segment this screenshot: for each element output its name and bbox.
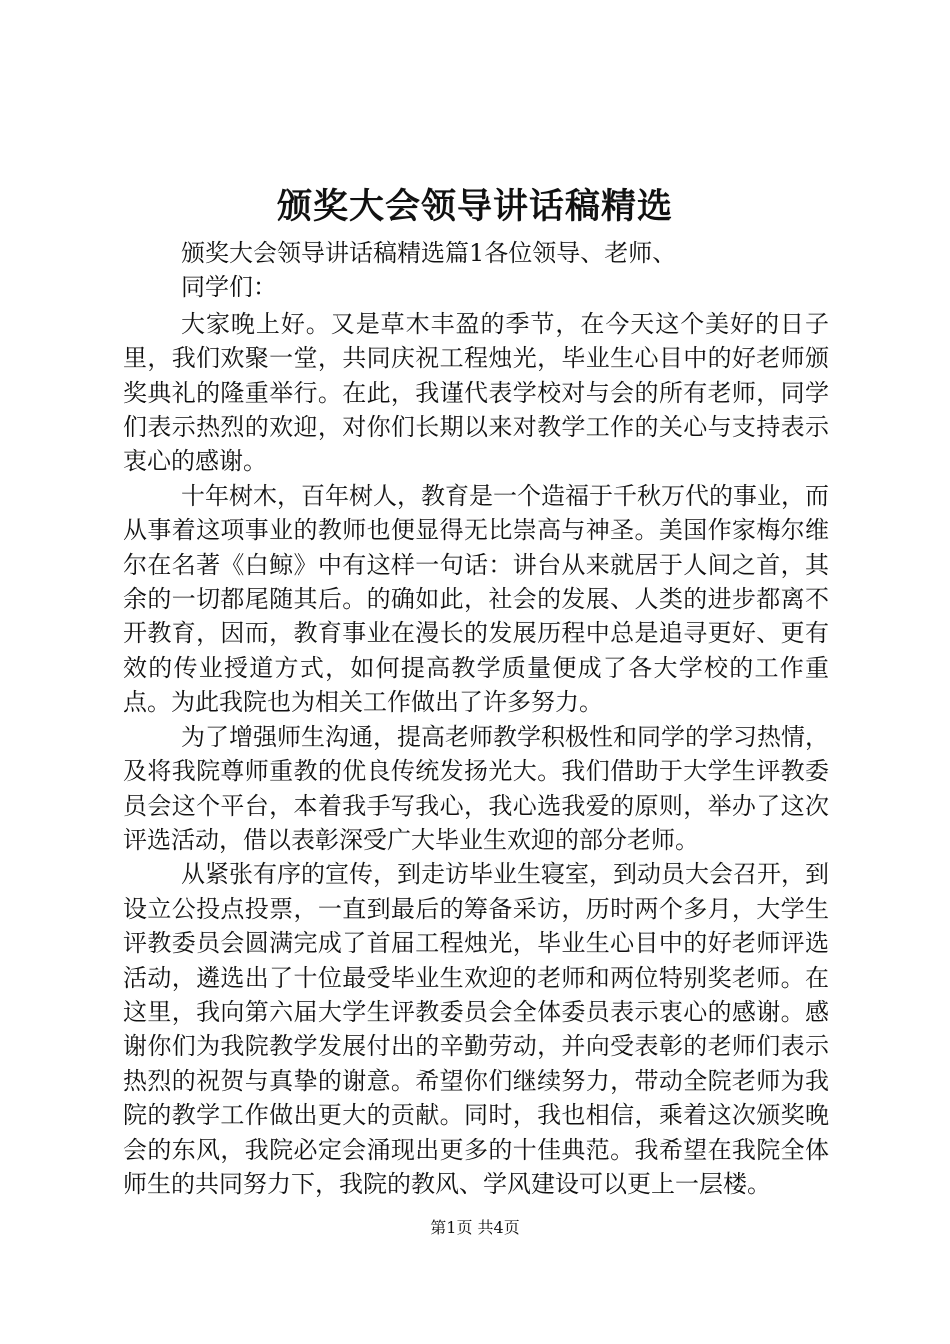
paragraph-3: 为了增强师生沟通，提高老师教学积极性和同学的学习热情，及将我院尊师重教的优良传统发扬光大。我们借助于大学生评教委员会这个平台，本着我手写我心，我心选我爱的原则，举办了这次评选活动，借以表彰深受广大毕业生欢迎的部分老师。: [123, 722, 829, 854]
page-footer: 第1页 共4页: [430, 1218, 520, 1237]
paragraph-2: 十年树木，百年树人，教育是一个造福于千秋万代的事业，而从事着这项事业的教师也便显得无比崇高与神圣。美国作家梅尔维尔在名著《白鲸》中有这样一句话：讲台从来就居于人间之首，其余的一切都尾随其后。的确如此，社会的发展、人类的进步都离不开教育，因而，教育事业在漫长的发展历程中总是追寻更好、更有效的传业授道方式，如何提高教学质量便成了各大学校的工作重点。为此我院也为相关工作做出了许多努力。: [123, 481, 829, 717]
paragraph-4: 从紧张有序的宣传，到走访毕业生寝室，到动员大会召开，到设立公投点投票，一直到最后的筹备采访，历时两个多月，大学生评教委员会圆满完成了首届工程烛光，毕业生心目中的好老师评选活动，遴选出了十位最受毕业生欢迎的老师和两位特别奖老师。在这里，我向第六届大学生评教委员会全体委员表示衷心的感谢。感谢你们为我院教学发展付出的辛勤劳动，并向受表彰的老师们表示热烈的祝贺与真挚的谢意。希望你们继续努力，带动全院老师为我院的教学工作做出更大的贡献。同时，我也相信，乘着这次颁奖晚会的东风，我院必定会涌现出更多的十佳典范。我希望在我院全体师生的共同努力下，我院的教风、学风建设可以更上一层楼。: [123, 860, 829, 1198]
intro-line: 颁奖大会领导讲话稿精选篇1各位领导、老师、: [181, 239, 677, 267]
document-title: 颁奖大会领导讲话稿精选: [276, 186, 673, 227]
salutation-line: 同学们：: [181, 273, 277, 302]
paragraph-1: 大家晚上好。又是草木丰盈的季节，在今天这个美好的日子里，我们欢聚一堂，共同庆祝工程烛光，毕业生心目中的好老师颁奖典礼的隆重举行。在此，我谨代表学校对与会的所有老师，同学们表示热烈的欢迎，对你们长期以来对教学工作的关心与支持表示衷心的感谢。: [123, 309, 829, 476]
document-body: [123, 236, 829, 1201]
